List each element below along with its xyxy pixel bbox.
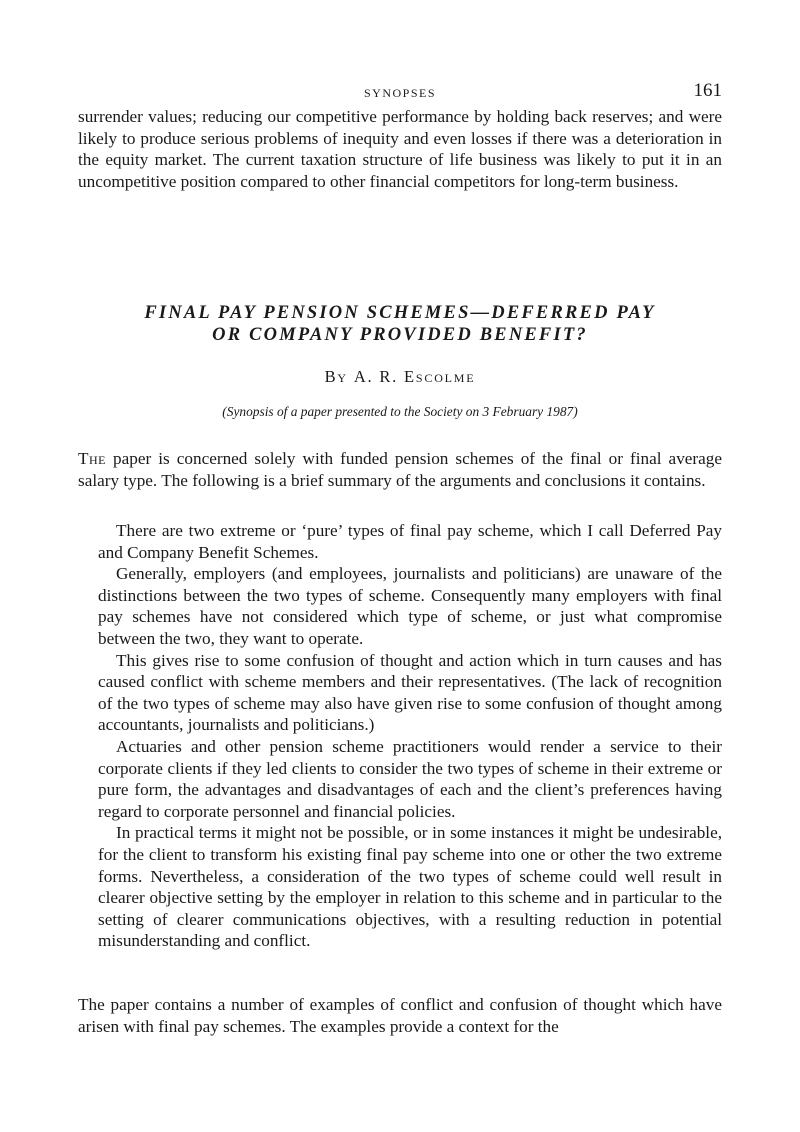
byline-prefix: By xyxy=(324,367,348,386)
continuation-paragraph xyxy=(78,106,722,192)
page-number: 161 xyxy=(693,80,722,101)
summary-paragraph: There are two extreme or ‘pure’ types of final pay scheme, which I call Deferred Pay and Company Benefit Schemes. xyxy=(98,521,722,562)
closing-paragraph xyxy=(78,994,722,1037)
summary-paragraphs xyxy=(98,520,722,952)
continuation-text: surrender values; reducing our competitive performance by holding back reserves; and were likely to produce serious problems of inequity and even losses if there was a deterioration in the equity market. The current taxation structure of life business was likely to put it in an uncompetitive position compared to other financial competitors for long-term business. xyxy=(78,107,722,191)
byline xyxy=(78,367,722,387)
synopsis-note: (Synopsis of a paper presented to the Society on 3 February 1987) xyxy=(222,404,578,419)
summary-paragraph: In practical terms it might not be possible, or in some instances it might be undesirable, for the client to transform his existing final pay scheme into one or other the two extreme forms. Nevertheless, a consideration of the two types of scheme could well result in clearer objective setting by the employer in relation to this scheme and in particular to the setting of clearer communications objectives, with a resulting reduction in potential misunderstanding and conflict. xyxy=(98,823,722,951)
summary-paragraph: Generally, employers (and employees, journalists and politicians) are unaware of the distinctions between the two types of scheme. Consequently many employers with final pay schemes have not considered which type of scheme, or just what compromise between the two, they want to operate. xyxy=(98,564,722,648)
running-title: SYNOPSES xyxy=(363,86,437,100)
intro-lead-word: The xyxy=(78,449,106,468)
summary-paragraph: This gives rise to some confusion of thought and action which in turn causes and has caused conflict with scheme members and their representatives. (The lack of recognition of the two types of scheme may also have given rise to some confusion of thought among accountants, journalists and politicians.) xyxy=(98,650,722,735)
summary-paragraph: Actuaries and other pension scheme practitioners would render a service to their corporate clients if they led clients to consider the two types of scheme in their extreme or pure form, the advantages and disadvantages of each and the client’s preferences having regard to corporate personnel and financial policies. xyxy=(98,736,722,821)
author-name: A. R. Escolme xyxy=(353,367,476,386)
article-title xyxy=(78,302,722,346)
intro-text: paper is concerned solely with funded pension schemes of the final or final average salary type. The following is a brief summary of the arguments and conclusions it contains. xyxy=(78,449,722,490)
article-title-line-2: OR COMPANY PROVIDED BENEFIT? xyxy=(212,325,588,345)
closing-text: The paper contains a number of examples of conflict and confusion of thought which have arisen with final pay schemes. The examples provide a context for the xyxy=(78,995,722,1036)
article-title-line-1: FINAL PAY PENSION SCHEMES—DEFERRED PAY xyxy=(144,303,656,323)
running-head xyxy=(78,82,722,104)
intro-paragraph xyxy=(78,448,722,491)
